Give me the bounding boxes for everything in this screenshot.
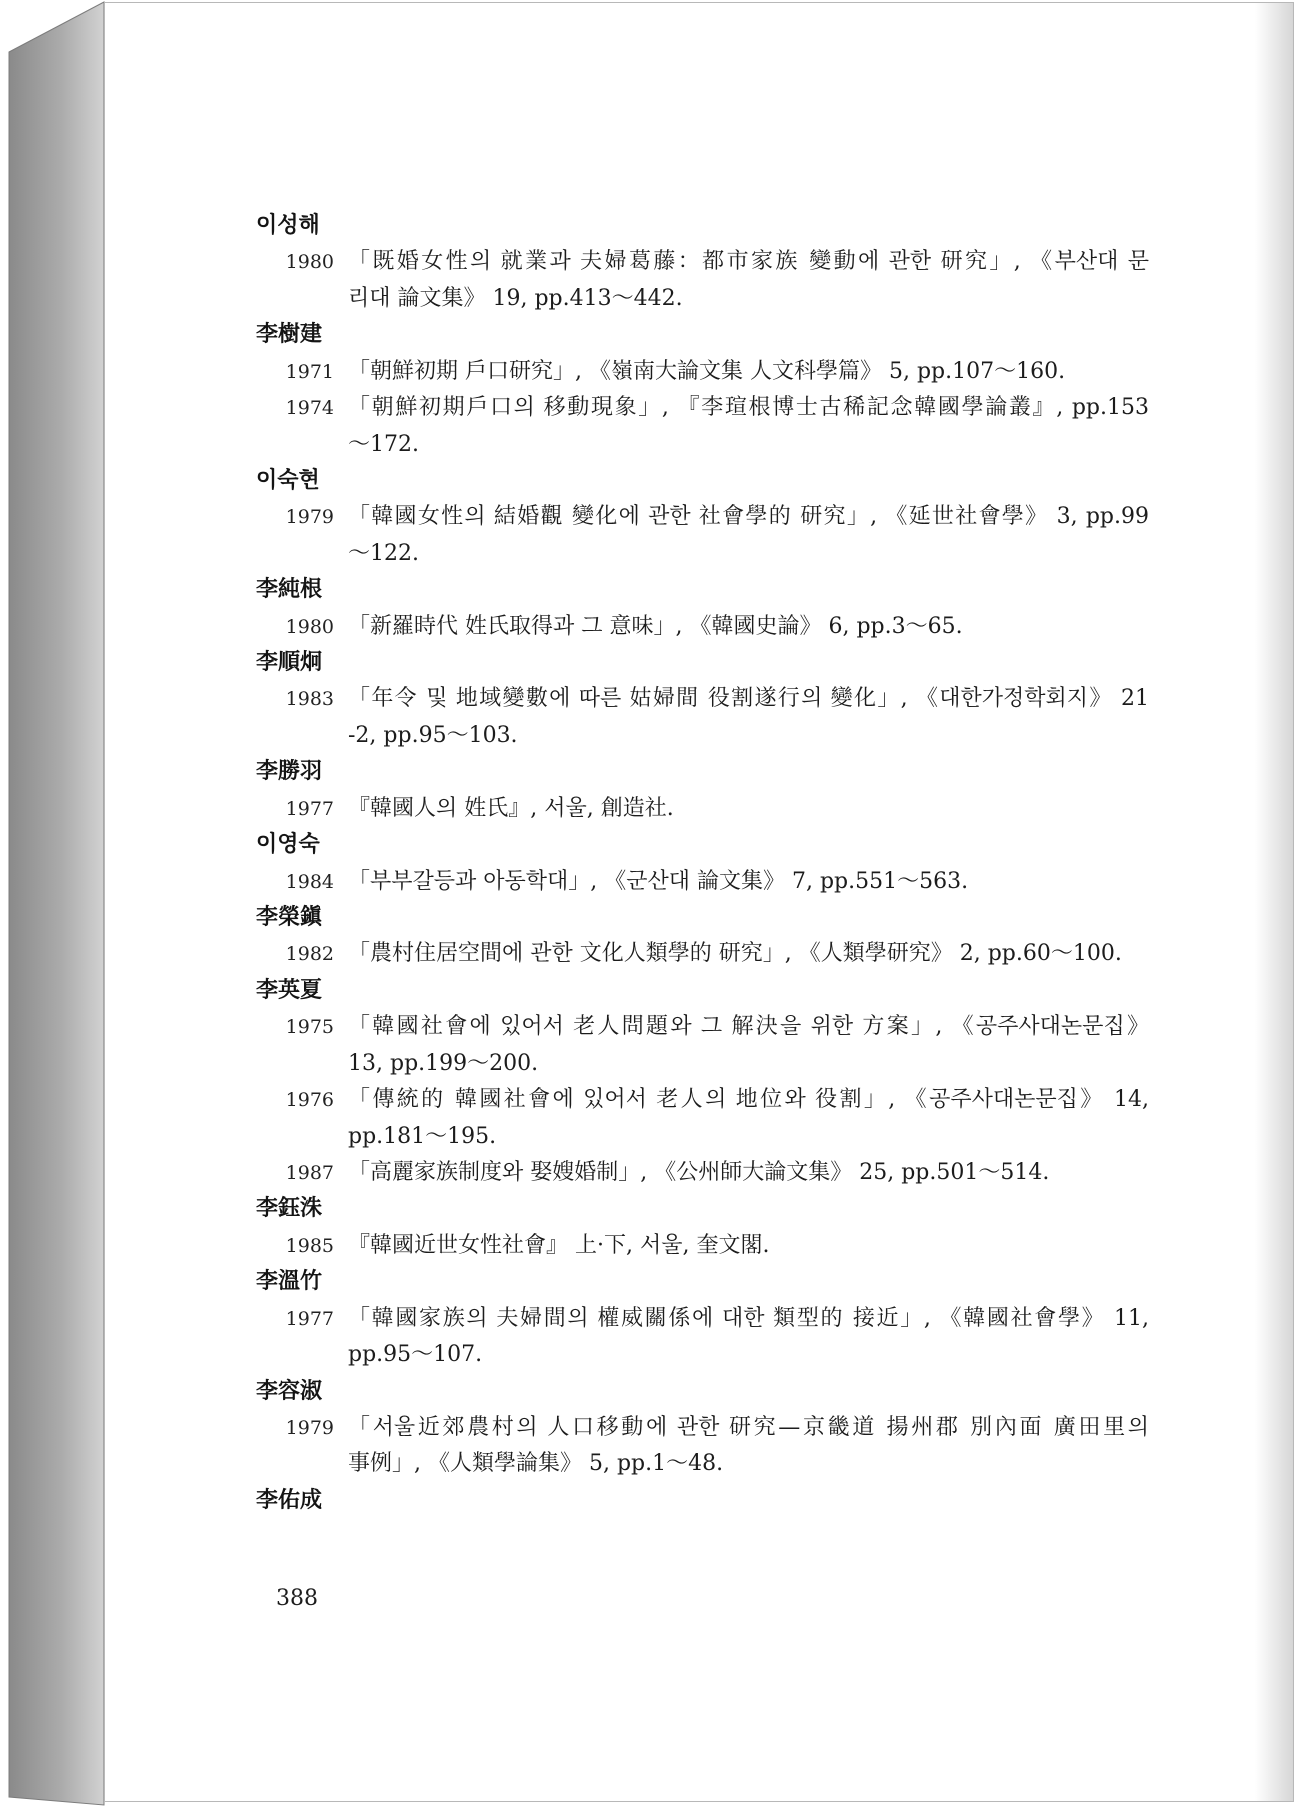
entry-year: 1979 [285,1416,334,1439]
entry-line: -2, pp.95～103. [348,722,518,748]
bib-entry [256,1228,1149,1264]
entry-year: 1977 [285,797,334,820]
entry-line: 「韓國社會에 있어서 老人問題와 그 解決을 위한 方案」, 《공주사대논문집》 [348,1014,1149,1040]
entry-line: 「韓國家族의 夫婦間의 權威關係에 대한 類型的 接近」, 《韓國社會學》 11, [348,1305,1149,1331]
bib-entry [256,1009,1149,1045]
bib-entry [256,609,1149,645]
entry-line: 「既婚女性의 就業과 夫婦葛藤：都市家族 變動에 관한 研究」, 《부산대 문 [348,249,1149,275]
author-heading: 이영숙 [256,832,320,858]
entry-line: 「서울近郊農村의 人口移動에 관한 研究—京畿道 揚州郡 別內面 廣田里의 [348,1414,1149,1440]
entry-year: 1979 [285,506,334,529]
bib-entry-continued [256,1119,1149,1155]
entry-year: 1983 [285,688,334,711]
author-heading: 李溫竹 [256,1269,323,1295]
author-heading: 李純根 [256,577,323,603]
entry-line: 「年令 및 地域變數에 따른 姑婦間 役割遂行의 變化」, 《대한가정학회지》 21 [348,686,1149,712]
author-row [256,1264,1149,1300]
author-heading: 이숙현 [256,467,320,493]
author-heading: 李勝羽 [256,759,323,785]
bib-entry-continued [256,281,1149,317]
author-heading: 李鈺洙 [256,1196,323,1222]
author-heading: 李順炯 [256,650,323,676]
entry-line: 「高麗家族制度와 娶嫂婚制」, 《公州師大論文集》 25, pp.501～514. [348,1159,1050,1185]
author-row [256,208,1149,244]
bib-entry-continued [256,718,1149,754]
author-row [256,1483,1149,1519]
entry-line: 『韓國近世女性社會』 上·下, 서울, 奎文閣. [348,1232,770,1258]
author-heading: 李樹建 [256,322,323,348]
bib-entry [256,864,1149,900]
entry-year: 1984 [285,870,334,893]
bib-entry-continued [256,1446,1149,1482]
bib-entry [256,936,1149,972]
author-heading: 이성해 [256,213,320,238]
author-row [256,973,1149,1009]
bib-entry-continued [256,536,1149,572]
page-edge-shadow [1255,3,1293,1801]
entry-line: pp.181～195. [348,1123,497,1149]
entry-line: 「朝鮮初期戶口의 移動現象」, 『李瑄根博士古稀記念韓國學論叢』, pp.153 [348,395,1149,421]
author-row [256,1191,1149,1227]
bib-entry [256,390,1149,426]
author-row [256,463,1149,499]
entry-year: 1977 [285,1307,334,1330]
entry-line: 「韓國女性의 結婚觀 變化에 관한 社會學的 研究」, 《延世社會學》 3, pp.99 [348,504,1149,530]
entry-line: 「부부갈등과 아동학대」, 《군산대 論文集》 7, pp.551～563. [348,868,969,894]
entry-line: ～122. [348,540,419,566]
entry-year: 1980 [285,251,334,274]
entry-line: 「新羅時代 姓氏取得과 그 意味」, 《韓國史論》 6, pp.3～65. [348,613,963,639]
author-heading: 李榮鎭 [256,905,323,931]
author-row [256,754,1149,790]
entry-year: 1974 [285,397,334,420]
bib-entry [256,354,1149,390]
author-row [256,1374,1149,1410]
bib-entry [256,244,1149,280]
bib-entry [256,1155,1149,1191]
bib-entry [256,1301,1149,1337]
entry-year: 1976 [285,1089,334,1112]
bib-entry-continued [256,1046,1149,1082]
bib-entry-continued [256,1337,1149,1373]
entry-line: 「農村住居空間에 관한 文化人類學的 研究」, 《人類學研究》 2, pp.60～100. [348,941,1122,967]
entry-year: 1980 [285,615,334,638]
entry-year: 1982 [285,943,334,966]
book-spine [0,0,110,1806]
entry-line: 리대 論文集》 19, pp.413～442. [348,285,683,311]
entry-line: 13, pp.199～200. [348,1050,539,1076]
author-row [256,827,1149,863]
author-row [256,900,1149,936]
bib-entry [256,499,1149,535]
bibliography-list [256,208,1149,1519]
entry-line: 「朝鮮初期 戶口研究」, 《嶺南大論文集 人文科學篇》 5, pp.107～160. [348,358,1066,384]
entry-line: 「傳統的 韓國社會에 있어서 老人의 地位와 役割」, 《공주사대논문집》 14, [348,1087,1149,1113]
entry-year: 1987 [285,1161,334,1184]
author-row [256,645,1149,681]
bib-entry [256,681,1149,717]
author-row [256,317,1149,353]
bib-entry [256,1410,1149,1446]
entry-year: 1971 [285,360,334,383]
entry-line: 事例」, 《人類學論集》 5, pp.1～48. [348,1451,724,1477]
entry-line: ～172. [348,431,419,457]
bib-entry [256,791,1149,827]
author-heading: 李英夏 [256,977,323,1003]
bib-entry-continued [256,427,1149,463]
entry-line: 『韓國人의 姓氏』, 서울, 創造社. [348,795,674,821]
page-number: 388 [276,1586,318,1611]
author-heading: 李容淑 [256,1378,323,1404]
entry-year: 1985 [285,1234,334,1257]
entry-year: 1975 [285,1016,334,1039]
bib-entry [256,1082,1149,1118]
author-row [256,572,1149,608]
entry-line: pp.95～107. [348,1342,483,1368]
author-heading: 李佑成 [256,1487,323,1513]
